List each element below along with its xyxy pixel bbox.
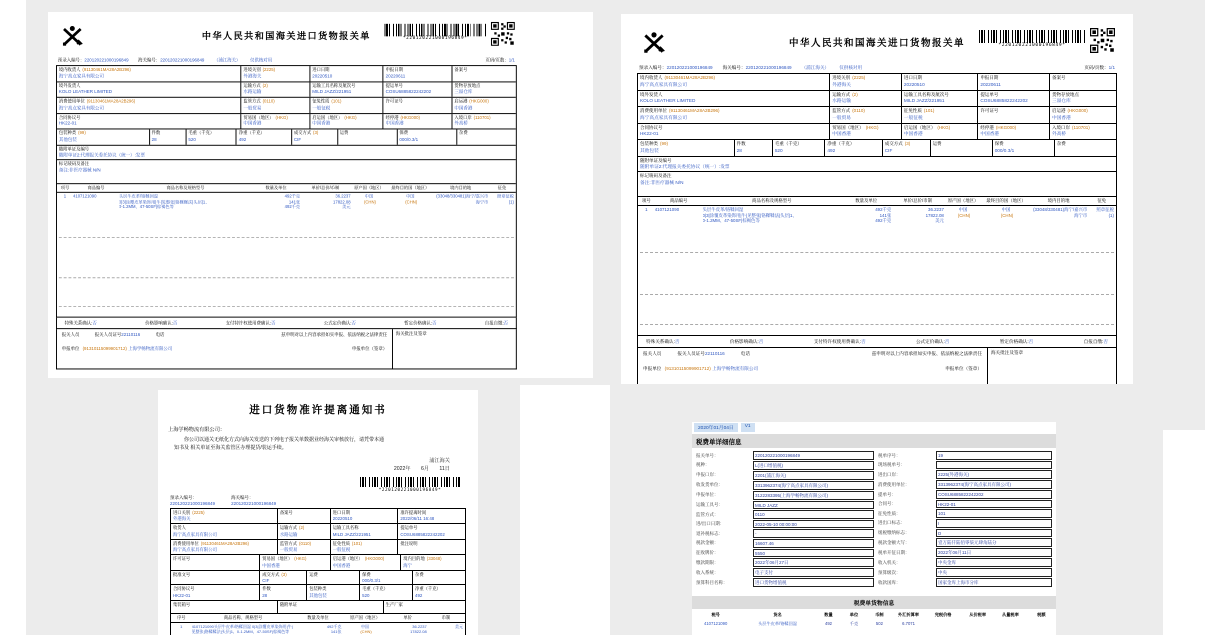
tax-field-value: 进口货物增值税 [753,578,874,587]
field-departure-port: 启运港 (HKG000) 中国香港 [452,98,516,113]
tax-field-value: D [936,529,1052,538]
confirmation-item: 支付特许权使用费确认:否 [225,320,276,325]
tax-field-value: 2022-05-10 00:00:00 [753,520,874,529]
n-field-record-no: 备案号 [277,509,330,524]
tax-field-value: MILD JAZZ [753,501,874,510]
n-field-license: 许可证号 [173,556,191,562]
confirmation-item: 自报自缴:否 [1083,338,1108,344]
field-attached-documents: 随附单证及编号 随附单证2:代理报关委托协议（统一）:发票 [58,146,145,158]
field-transport-mode: 运输方式 (2) 水路运输 [241,82,310,97]
tax-field-row: 征收牌价： 5550 [696,549,874,558]
partial-page-strip [520,385,610,635]
confirmation-item: 支付特许权使用费确认:否 [813,338,866,344]
tax-field-value [936,461,1052,470]
confirmation-item: 暂定价格确认:否 [404,320,437,325]
field-departure-port: 启运港 (HKG000) 中国香港 [1049,107,1116,123]
tax-field-value: 5550 [753,549,874,558]
tax-field-row: 税单序号： 19 [878,451,1052,460]
barcode-bars-icon [360,477,460,487]
sign-label: 申报单位（签章） [945,366,982,371]
tax-field-value: - [753,529,874,538]
field-trade-terms: 成交方式 (3) CIF [882,140,930,156]
n-field-import-date: 进口日期 20220510 [330,509,398,524]
tax-field-row: 收款国库： 国家金库上海市分库 [878,578,1052,587]
n-field-trade-terms: 成交方式 (3) CIF [259,571,306,585]
field-tax-nature: 征免性质 (101) 一般征税 [309,98,382,113]
field-transport-mode: 运输方式 (2) 水路运输 [829,91,901,107]
n-field-gross-weight: 毛重（千克） 520 [359,585,412,600]
n-field-insurance: 保费 000/0.3/1 [359,571,412,585]
field-transport-name: 运输工具名称及航次号 MILD JAZZ/221951 [309,82,382,97]
tax-field-value: 电子支付 [753,568,874,577]
n-field-contract-no: 合同协议号 HK22-01 [173,586,195,598]
n-field-note: 批注说明 [397,540,465,555]
tax-field-row: 收发货单位： 3313962374(海宁高点家具有限公司) [696,481,874,490]
field-net-weight: 净重（千克） 492 [824,140,881,156]
field-contract-no: 合同协议号 HK22-01 [58,114,81,126]
pre-entry-no: 预录入编号：220120221000196849 [57,57,129,63]
watermark-note: 仅供核对用 [250,57,273,63]
tax-field-value: 2225(外港海关) [936,470,1052,479]
field-insurance: 保费 000/0.3/1 [397,129,457,144]
barcode [979,30,1085,48]
tax-field-row: 收入系统： 电子支付 [696,568,874,577]
tax-field-row: 税单开征日期： 2022年06月11日 [878,548,1052,557]
customs-note-box: 海关批注及签章 [392,329,516,368]
notice-numbers: 预录入编号： 220120221000196849 海关编号： 220120221000196849 [170,494,277,506]
field-trade-country: 贸易国（地区） (HKG) 中国香港 [241,114,310,129]
field-transit-port: 经停港 (HKG000) 中国香港 [383,114,452,129]
notice-body: 你公司以通关无纸化方式向海关发送的下列电子报关单数据业经海关审核放行，请凭带本通 知书及 相关单证至海关监管区办理提货/装运手续。 [174,437,385,451]
customs-office: （浦江海关） [801,65,830,70]
goods-row: 1 4107121090 头层牛皮革/铬鞣回湿 0|3|涂覆皮革染饰用|牛|见整张|铬鞣鞣法|头层|1、 0-1.2MM、47-50SF|棕褐色等 492千克 141张 492千克 36.2237 17822.08 美元 中国 (CHN) 中国 (CHN) (33048/330481)海宁/嘉兴市 海宁市 照章征税 (1) [645,207,1114,224]
field-freight: 运费 [930,140,992,156]
declaration-page-copy-2 [621,14,1133,384]
n-field-approval-no: 批准文号 [173,571,191,577]
tax-field-row: 报关单号： 220120221000196849 [696,451,874,460]
tax-fields-right [878,451,1052,588]
field-transport-name: 运输工具名称及航次号 MILD JAZZ/221951 [901,91,977,107]
n-field-packing: 包装种类 其他包装 [306,585,359,600]
field-consignee: 境内收货人 (91130461MA28A2B296) 海宁高点家具有限公司 [58,67,131,79]
field-storage-place: 货物存放地点 三溢仓库 [452,82,516,97]
field-trade-terms: 成交方式 (3) CIF [291,129,337,144]
tax-field-value: 220120221000196849 [753,451,874,460]
field-net-weight: 净重（千克） 492 [236,129,291,144]
tax-field-row: 提单号： COSU6885822242202 [878,490,1052,499]
confirmation-row [637,336,1117,348]
phone-label: 电话 [740,351,750,356]
tax-field-row: 申报单位： 3122283395(上海学畅物流有限公司) [696,491,874,500]
tax-field-row: 税款金额大写： 壹万陆仟陆佰零柒元肆角陆分 [878,538,1052,547]
n-field-misc-fees: 杂费 [412,571,465,585]
tax-fields-left [696,451,874,588]
tax-goods-row[interactable]: 4107121090 头层牛皮革/铬鞣回湿 492 千克 502 6.7071 [704,621,915,626]
field-entry-customs: 进境关别 (2225) 外港海关 [829,74,901,90]
tab-tax-version[interactable]: V1 [741,423,755,432]
confirmation-item: 公式定价确认:否 [915,338,950,344]
confirmation-item: 特殊关系确认:否 [646,338,680,344]
field-storage-place: 货物存放地点 三溢仓库 [1049,91,1116,107]
field-gross-weight: 毛重（千克） 520 [772,140,825,156]
n-field-import-customs: 进口关别 (2225) 外港海关 [173,509,205,522]
left-gutter [0,0,26,635]
staff-cert: 报关人员证号22110116 [677,351,725,356]
field-marks-remarks: 标记唛码及备注 备注:非医疗器械 N/N [58,161,101,173]
staff-label: 报关人员 [643,351,662,356]
field-freight: 运费 [337,129,397,144]
barcode [384,24,486,41]
tax-field-row: 现场税单号： [878,461,1052,470]
tax-field-row: 税种： L(进口增值税) [696,461,874,470]
field-departure-country: 启运国（地区） (HKG) 中国香港 [901,124,977,140]
tax-field-row: 缴款期限： 2022年06月27日 [696,558,874,567]
declaration-page-copy-1 [48,12,593,378]
barcode-number: *220120221000196849* [402,36,468,42]
tax-goods-header: 税号 货名 数量 单位 币制 外汇折算率 完税价格 从价税率 从量税率 税额 [711,612,1046,617]
tax-goods-title: 税费单货物信息 [692,596,1056,609]
field-import-date: 进口日期 20220510 [901,74,977,90]
n-field-container-no: 集装箱号 [173,601,191,607]
n-field-release-time: 准许提离时间 2022/06/11 16:48 [397,509,465,524]
customs-note-box: 海关批注及签章 [987,348,1116,384]
tax-field-value: 0110 [753,510,874,519]
tax-field-value: 3313962374(海宁高点家具有限公司) [753,481,874,490]
customs-declaration-form [637,26,1117,384]
tax-field-value: 中央 [936,568,1052,577]
field-departure-country: 启运国（地区） (HKG) 中国香港 [309,114,382,129]
n-field-departure-port: 启运港（地区） (HKG000) 中国香港 [330,555,401,570]
tax-field-value: 中央金库 [936,558,1052,567]
notice-goods-header: 序号 商品名称、规格型号 数量及单位 原产国（地区） 单价 币制 [171,613,465,622]
confirmation-item: 价格影响确认:否 [145,320,178,325]
field-contract-no: 合同协议号 HK22-01 [640,124,663,136]
declare-unit: 申报单位 (91310115099901712) 上海学畅物流有限公司 [61,346,173,352]
declaration-meta-row [56,57,517,63]
field-license-no: 许可证号 [977,107,1049,123]
notice-barcode: *220120221000196849* [360,477,460,492]
confirmation-item: 价格影响确认:否 [729,338,764,344]
staff-cert: 报关人员证号22110116 [94,332,141,337]
confirmation-item: 公式定价确认:否 [323,320,356,325]
field-record-no: 备案号 [1049,74,1116,90]
confirmation-item: 自报自缴:否 [484,320,509,325]
tax-field-value: I [936,519,1052,528]
tax-bill-title: 税费单详细信息 [692,434,1056,448]
tax-field-row: 消费使用单位： 3313962374(海宁高点家具有限公司) [878,480,1052,489]
tax-field-row: 预算科目名称： 进口货物增值税 [696,578,874,587]
field-supervision-mode: 监管方式 (0110) 一般贸易 [241,98,310,113]
tax-field-row: 申报口岸： 2201(浦江海关) [696,471,874,480]
declaration-footer [637,348,1117,384]
goods-table-body [57,192,516,317]
declare-unit: 申报单位 (91310115099901712) 上海学畅物流有限公司 [643,366,759,371]
goods-table-header: 项号 商品编号 商品名称及规格型号 数量及单位 单价/总价/币制 原产国（地区） 最终目的国（地区） 境内目的地 征免 [57,183,516,192]
field-pieces: 件数 28 [734,140,772,156]
tax-field-row: 进出口岸： 2225(外港海关) [878,470,1052,479]
tax-field-row: 运输工具号： MILD JAZZ [696,501,874,510]
tax-field-value: 壹万陆仟陆佰零柒元肆角陆分 [936,538,1052,547]
field-consignor: 境外发货人 KOLO LEATHER LIMITED [58,82,113,94]
field-tax-nature: 征免性质 (101) 一般征税 [901,107,977,123]
notice-table [170,508,466,635]
field-transit-port: 经停港 (HKG000) 中国香港 [977,124,1049,140]
n-field-transport-name: 运输工具名称 MILD JAZZ/221951 [330,524,398,539]
field-misc-fees: 杂费 [456,129,516,144]
n-field-net-weight: 净重（千克） 492 [412,585,465,600]
field-record-no: 备案号 [452,66,516,81]
customs-no: 海关编号：220120221000196849 [722,65,792,70]
barcode-bars-icon [979,30,1085,43]
n-field-tax-nature: 征免性质 (101) 一般征税 [330,540,398,555]
declaration-footer [56,329,517,369]
tax-field-row: 征免性质： 101 [878,509,1052,518]
barcode-number: *220120221000196849* [998,43,1066,48]
declaration-title: 中华人民共和国海关进口货物报关单 [788,38,965,49]
field-import-date: 进口日期 20220510 [309,66,382,81]
confirmation-item: 暂定价格确认:否 [999,338,1034,344]
declaration-statement: 兹申明对以上内容承担如实申报、依法纳税之法律责任 [281,332,388,337]
tax-field-row: 监管方式： 0110 [696,510,874,519]
tax-field-value: 19 [936,451,1052,460]
tax-field-row: 预算级次： 中央 [878,568,1052,577]
tax-field-value: 16607.46 [753,539,874,548]
notice-title: 进口货物准许提离通知书 [249,404,387,416]
customs-no: 海关编号：220120221000196849 [138,57,205,63]
n-field-consignee: 收货人 海宁高点家具有限公司 [173,525,217,537]
goods-table-body [638,205,1116,335]
field-trade-country: 贸易国（地区） (HKG) 中国香港 [829,124,901,140]
field-entry-customs: 进境关别 (2225) 外港海关 [241,66,310,81]
tax-field-value: 2201(浦江海关) [753,471,874,480]
declaration-title: 中华人民共和国海关进口货物报关单 [201,31,371,43]
qr-code-icon [1090,28,1115,53]
tax-field-row: 收入机关： 中央金库 [878,558,1052,567]
n-field-pieces: 件数 28 [259,585,306,600]
notice-addressee: 上海学畅物流有限公司： [168,427,226,433]
customs-declaration-form [56,20,517,369]
sign-label: 申报单位（签章） [351,346,388,352]
pre-entry-no: 预录入编号：220120221000196849 [639,65,713,70]
tab-tax-date[interactable]: 2020年01月04日 [694,423,738,432]
tax-field-row: 缓税缴纳标志： D [878,529,1052,538]
n-field-attached-docs: 随附单证 [277,601,383,614]
field-declare-date: 申报日期 20220611 [383,66,452,81]
field-consumer-unit: 消费使用单位 (91130461MA28A2B296) 海宁高点家具有限公司 [58,98,136,110]
staff-label: 报关人员 [61,332,80,337]
phone-label: 电话 [155,332,165,337]
notice-goods-row: 1 4107121090头层牛皮革/铬鞣回湿 0|3|涂覆皮革染饰用|牛|见整张|铬鞣鞣法|头层|1、0-1.2MM、47-50SF|棕褐色等 492千克 141张 中国 (CHN) 36.2237 17822.08 美元 [180,624,463,635]
field-packing-type: 包装种类 (99) 其他包装 [58,130,86,142]
goods-table-header: 项号 商品编号 商品名称及规格型号 数量及单位 单价/总价/币制 原产国（地区） 最终目的国（地区） 境内目的地 征免 [638,196,1116,205]
barcode-bars-icon [384,24,486,36]
qr-code-icon [491,22,515,46]
field-insurance: 保费 000/0.3/1 [992,140,1054,156]
tax-field-row: 进出口标志： I [878,519,1052,528]
field-entry-port: 入境口岸 (110701) 外高桥 [1049,124,1116,140]
tax-field-value: L(进口增值税) [753,461,874,470]
tax-field-row: 税款金额： 16607.46 [696,539,874,548]
field-consignee: 境内收货人 (91130461MA28A2B296) 海宁高点家具有限公司 [640,75,715,87]
field-misc-fees: 杂费 [1054,140,1116,156]
tax-field-value: 2022年06月11日 [936,548,1052,557]
field-entry-port: 入境口岸 (110701) 外高桥 [452,114,516,129]
field-license-no: 许可证号 [383,98,452,113]
n-field-supervision-mode: 监管方式 (0110) 一般贸易 [277,540,330,555]
n-field-manufacturer: 生产厂家 [383,601,465,614]
declaration-statement: 兹申明对以上内容承担如实申报、依法纳税之法律责任 [871,351,982,356]
field-attached-documents: 随附单证及编号 随附单证2:代理报关委托协议（统一）:发票 [640,157,730,169]
notice-issuer: 浦江海关 2022年 6月 11日 [393,458,450,473]
field-packing-type: 包装种类 (99) 其他包装 [640,141,669,153]
tax-field-value: 101 [936,509,1052,518]
confirmation-row [56,318,517,330]
tax-field-value: COSU6885822242202 [936,490,1052,499]
field-pieces: 件数 28 [149,129,186,144]
tax-field-row: 合同号： HK22-01 [878,500,1052,509]
partial-page-strip [1163,430,1205,635]
field-marks-remarks: 标记唛码及备注 备注:非医疗器械 N/N [640,173,684,185]
field-consumer-unit: 消费使用单位 (91130461MA28A2B296) 海宁高点家具有限公司 [640,108,720,120]
tax-field-value: HK22-01 [936,500,1052,509]
confirmation-item: 特殊关系确认:否 [64,320,97,325]
field-supervision-mode: 监管方式 (0110) 一般贸易 [829,107,901,123]
page-indicator: 页码/页数：1/1 [1084,65,1115,70]
tax-field-row: 进/出口日期： 2022-05-10 00:00:00 [696,520,874,529]
field-bill-no: 提运单号 COSU6885822242202 [977,91,1049,107]
tax-field-value: 3313962374(海宁高点家具有限公司) [936,480,1052,489]
field-declare-date: 申报日期 20220611 [977,74,1049,90]
tax-field-value: 2022年06月27日 [753,558,874,567]
declaration-grid [637,73,1117,336]
field-bill-no: 提运单号 COSU6885822242202 [383,82,452,97]
field-gross-weight: 毛重（千克） 520 [185,129,235,144]
tax-field-value: 3122283395(上海学畅物流有限公司) [753,491,874,500]
field-consignor: 境外发货人 KOLO LEATHER LIMITED [640,91,696,103]
tax-field-row: 退补税标志： - [696,529,874,538]
n-field-freight: 运费 [306,571,359,585]
customs-office: （浦江海关） [213,57,241,63]
declaration-meta-row [637,65,1117,71]
n-field-trade-country: 贸易国（地区） (HKG) 中国香港 [259,555,330,570]
page-indicator: 页码/页数：1/1 [485,57,515,63]
goods-row: 1 4107121090 头层牛皮革/铬鞣回湿 0|3|涂覆皮革染饰用|牛|见整张|铬鞣鞣法|头层|1、 0-1.2MM、47-50SF|棕褐色等 492千克 141张 492千克 36.2237 17822.08 美元 中国 (CHN) 中国 (CHN) (33048/330481)海宁/嘉兴市 海宁市 照章征税 (1) [63,193,514,210]
n-field-domestic-dest: 境内目的地 (33048) 海宁 [400,555,465,570]
notice-goods-body [171,622,465,635]
tax-field-value: 国家金库上海市分库 [936,578,1052,587]
tax-bill-panel [692,422,1056,635]
n-field-consumer-unit: 消费使用单位 (91130461MA28A2B296) 海宁高点家具有限公司 [173,540,249,553]
declaration-grid [56,65,517,317]
release-notice-page [158,390,478,635]
n-field-bill-no: 提运单号 COSU6885822242202 [397,524,465,539]
n-field-transport-mode: 运输方式 (2) 水路运输 [277,524,330,539]
watermark-note: 仅供核对用 [839,65,863,70]
